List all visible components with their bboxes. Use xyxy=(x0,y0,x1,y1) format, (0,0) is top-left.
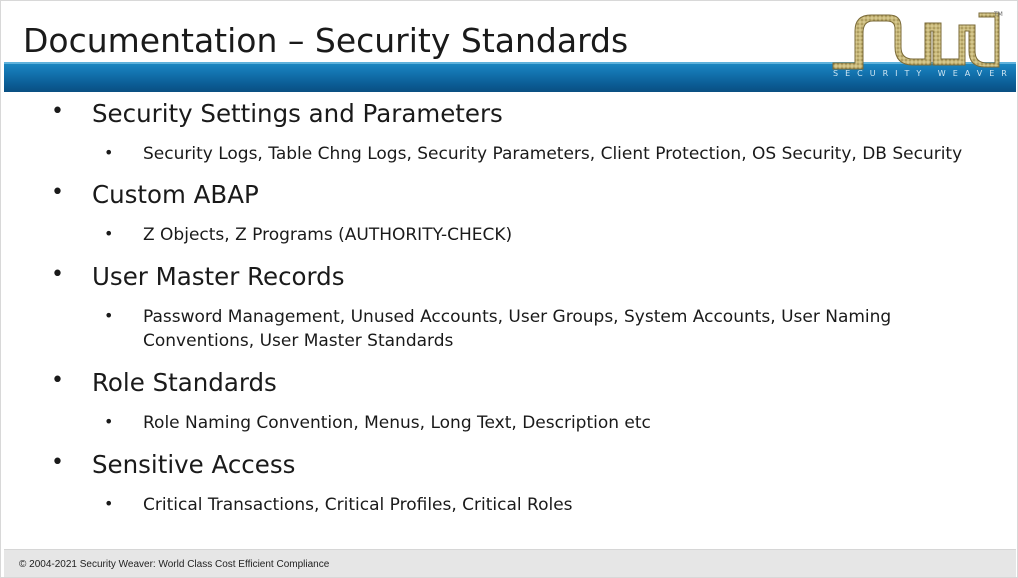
section-heading: Security Settings and Parameters xyxy=(92,99,503,128)
section-item: Z Objects, Z Programs (AUTHORITY-CHECK) xyxy=(143,225,513,245)
section-item: Critical Transactions, Critical Profiles, Critical Roles xyxy=(143,495,573,515)
footer-copyright: © 2004-2021 Security Weaver: World Class Cost Efficient Compliance xyxy=(19,559,330,570)
section-heading: Custom ABAP xyxy=(92,180,259,209)
bullet-icon: • xyxy=(51,99,64,124)
logo-caption: SECURITY WEAVER xyxy=(833,69,1014,78)
bullet-icon: • xyxy=(51,450,64,475)
slide-title: Documentation – Security Standards xyxy=(23,21,629,60)
section-heading: Role Standards xyxy=(92,368,277,397)
bullet-icon: • xyxy=(51,368,64,393)
section-item: Role Naming Convention, Menus, Long Text, Description etc xyxy=(143,413,651,433)
sub-bullet-icon: • xyxy=(104,224,114,243)
sub-bullet-icon: • xyxy=(104,143,114,162)
section-heading: User Master Records xyxy=(92,262,345,291)
section-item: Security Logs, Table Chng Logs, Security Parameters, Client Protection, OS Security, DB Security xyxy=(143,144,963,164)
sub-bullet-icon: • xyxy=(104,306,114,325)
section-item: Password Management, Unused Accounts, User Groups, System Accounts, User Naming Conventions, User Master Standards xyxy=(143,307,892,351)
sub-bullet-icon: • xyxy=(104,494,114,513)
sub-bullet-icon: • xyxy=(104,412,114,431)
trademark-mark: TM xyxy=(994,11,1003,18)
bullet-icon: • xyxy=(51,180,64,205)
section-heading: Sensitive Access xyxy=(92,450,296,479)
bullet-icon: • xyxy=(51,262,64,287)
